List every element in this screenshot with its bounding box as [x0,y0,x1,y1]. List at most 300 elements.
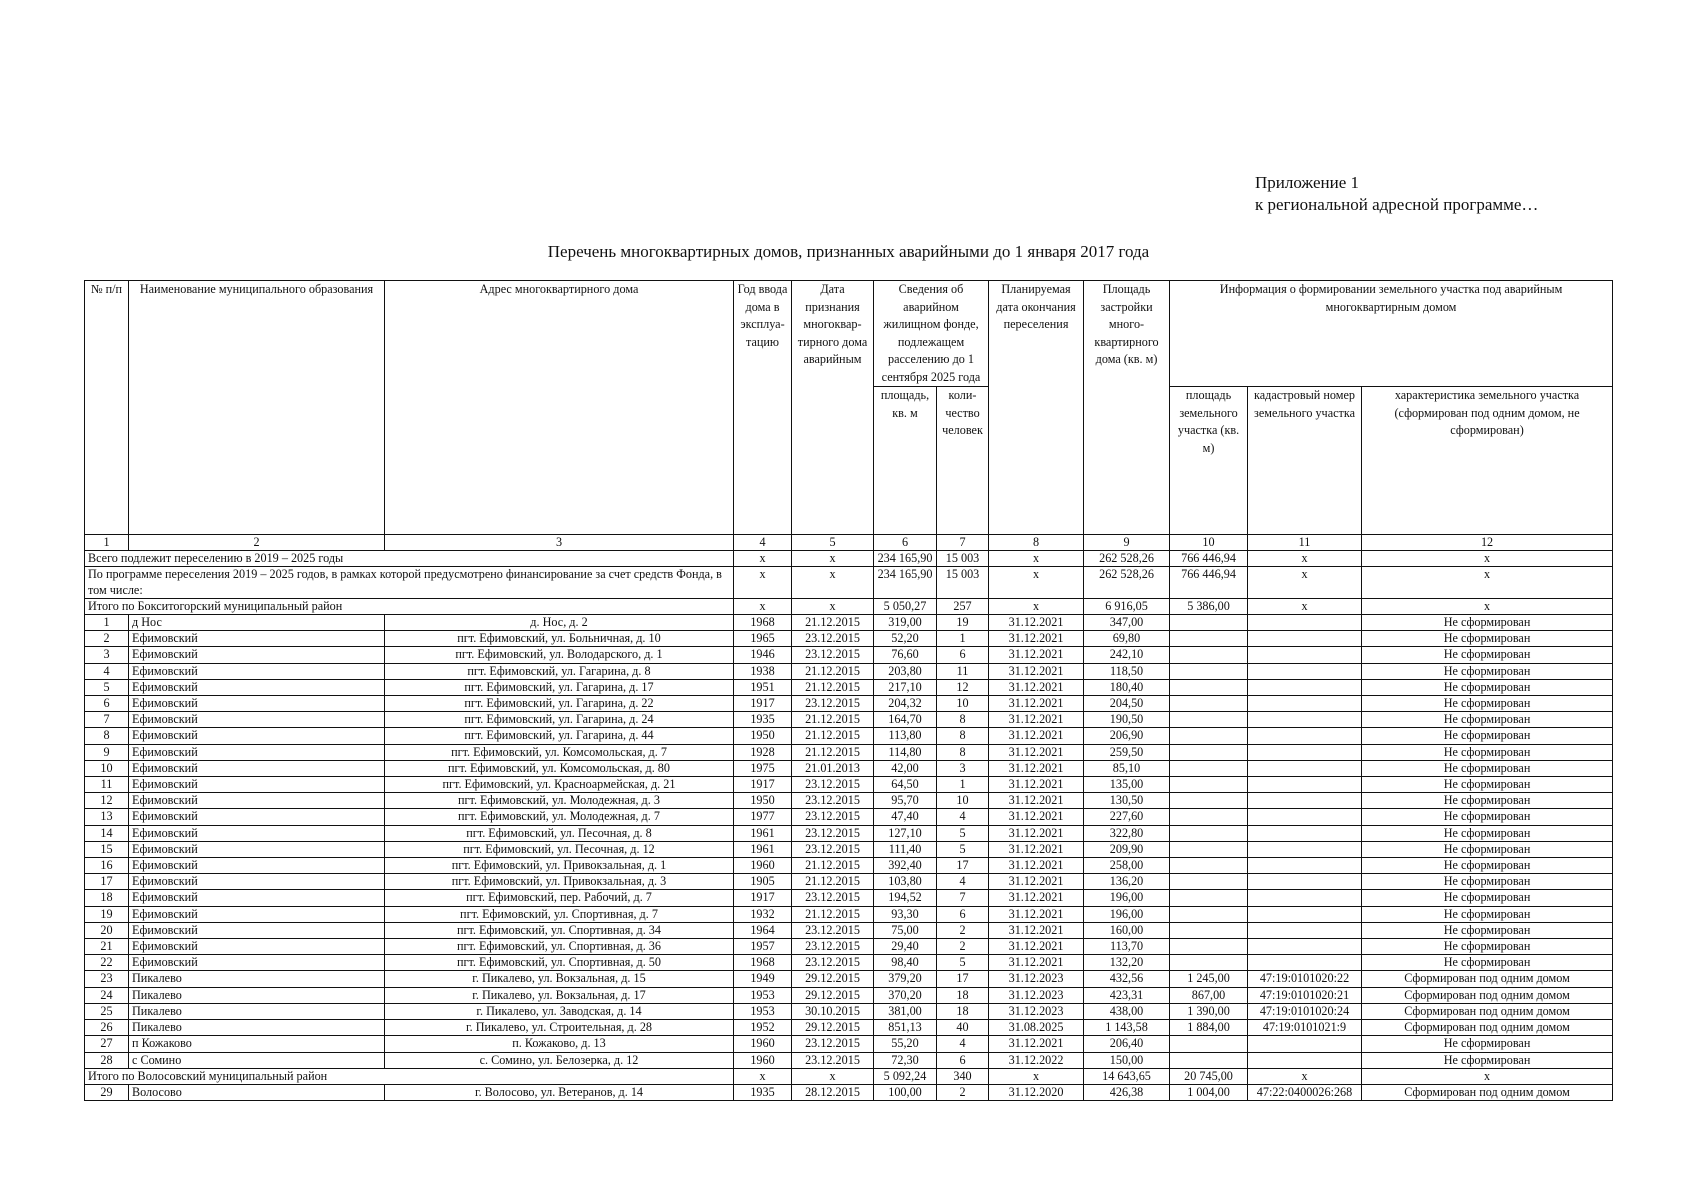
cell-land-area: 867,00 [1170,987,1248,1003]
col-num-4: 4 [734,535,792,551]
header-land-char: характеристика земельного участка (сформирован под одним домом, не сформирован) [1362,387,1613,535]
cell-year: 1953 [734,987,792,1003]
document-title: Перечень многоквартирных домов, признанных аварийными до 1 января 2017 года [547,242,1150,261]
cell-num: 27 [85,1036,129,1052]
cell-mo: Ефимовский [129,760,385,776]
cell-plan: 31.12.2021 [989,825,1084,841]
cell-date: 21.12.2015 [792,615,874,631]
cell-plan: 31.12.2021 [989,712,1084,728]
cell-plan: 31.12.2021 [989,841,1084,857]
district-total-row [85,598,1613,614]
cell-address: пгт. Ефимовский, ул. Молодежная, д. 7 [385,809,734,825]
cell-build-area: 196,00 [1084,906,1170,922]
col-num-7: 7 [937,535,989,551]
col-num-10: 10 [1170,535,1248,551]
cell-cadastral: 47:19:0101020:21 [1248,987,1362,1003]
district-total-land-area: 5 386,00 [1170,598,1248,614]
cell-build-area: 426,38 [1084,1084,1170,1100]
cell-year: 1977 [734,809,792,825]
cell-date: 21.12.2015 [792,679,874,695]
cell-land-char: Сформирован под одним домом [1362,971,1613,987]
cell-cadastral [1248,841,1362,857]
cell-plan: 31.12.2021 [989,777,1084,793]
program-row [85,567,1613,598]
table-row [85,971,1613,987]
cell-cadastral [1248,874,1362,890]
cell-num: 4 [85,663,129,679]
header-num: № п/п [85,281,129,535]
cell-people: 2 [937,1084,989,1100]
cell-build-area: 438,00 [1084,1003,1170,1019]
table-row [85,1036,1613,1052]
cell-build-area: 69,80 [1084,631,1170,647]
district-total-people: 340 [937,1068,989,1084]
appendix-line-2: к региональной адресной программе… [1255,195,1539,214]
district-total-area: 5 050,27 [874,598,937,614]
cell-land-char: Сформирован под одним домом [1362,987,1613,1003]
cell-address: пгт. Ефимовский, ул. Спортивная, д. 34 [385,922,734,938]
cell-mo: д Нос [129,615,385,631]
cell-date: 21.01.2013 [792,760,874,776]
cell-cadastral [1248,777,1362,793]
cell-mo: Волосово [129,1084,385,1100]
header-land-area: площадь земельного участка (кв. м) [1170,387,1248,535]
cell-mo: Ефимовский [129,922,385,938]
cell-date: 23.12.2015 [792,809,874,825]
cell-date: 23.12.2015 [792,1036,874,1052]
cell-land-area [1170,955,1248,971]
cell-mo: Ефимовский [129,858,385,874]
table-row [85,631,1613,647]
cell-address: пгт. Ефимовский, ул. Молодежная, д. 3 [385,793,734,809]
district-total-date: x [792,598,874,614]
header-fund-area: площадь, кв. м [874,387,937,535]
cell-land-char: Не сформирован [1362,728,1613,744]
cell-address: пгт. Ефимовский, ул. Спортивная, д. 7 [385,906,734,922]
cell-build-area: 1 143,58 [1084,1020,1170,1036]
table-row [85,793,1613,809]
cell-mo: Ефимовский [129,809,385,825]
table-row [85,728,1613,744]
cell-land-area [1170,841,1248,857]
cell-build-area: 160,00 [1084,922,1170,938]
cell-people: 8 [937,728,989,744]
cell-build-area: 322,80 [1084,825,1170,841]
cell-address: пгт. Ефимовский, ул. Комсомольская, д. 80 [385,760,734,776]
cell-date: 23.12.2015 [792,922,874,938]
cell-num: 14 [85,825,129,841]
cell-year: 1946 [734,647,792,663]
cell-num: 18 [85,890,129,906]
cell-land-char: Не сформирован [1362,760,1613,776]
cell-area: 93,30 [874,906,937,922]
cell-build-area: 190,50 [1084,712,1170,728]
cell-people: 12 [937,679,989,695]
cell-date: 23.12.2015 [792,1052,874,1068]
cell-cadastral [1248,663,1362,679]
table-row [85,955,1613,971]
cell-mo: Ефимовский [129,939,385,955]
cell-people: 4 [937,1036,989,1052]
cell-cadastral [1248,744,1362,760]
cell-address: г. Пикалево, ул. Заводская, д. 14 [385,1003,734,1019]
cell-area: 95,70 [874,793,937,809]
cell-area: 103,80 [874,874,937,890]
cell-address: пгт. Ефимовский, ул. Спортивная, д. 36 [385,939,734,955]
cell-land-char: Не сформирован [1362,696,1613,712]
cell-plan: 31.12.2021 [989,647,1084,663]
cell-land-area [1170,744,1248,760]
cell-mo: Ефимовский [129,631,385,647]
cell-mo: Ефимовский [129,777,385,793]
table-row [85,987,1613,1003]
cell-cadastral [1248,858,1362,874]
col-num-2: 2 [129,535,385,551]
cell-people: 6 [937,1052,989,1068]
cell-year: 1949 [734,971,792,987]
cell-plan: 31.12.2021 [989,744,1084,760]
cell-build-area: 204,50 [1084,696,1170,712]
cell-area: 113,80 [874,728,937,744]
cell-address: пгт. Ефимовский, ул. Гагарина, д. 8 [385,663,734,679]
cell-cadastral: 47:19:0101021:9 [1248,1020,1362,1036]
cell-people: 17 [937,858,989,874]
cell-land-char: Не сформирован [1362,793,1613,809]
district-total-row [85,1068,1613,1084]
cell-date: 29.12.2015 [792,1020,874,1036]
table-row [85,1052,1613,1068]
district-total-build: 14 643,65 [1084,1068,1170,1084]
cell-address: г. Пикалево, ул. Вокзальная, д. 15 [385,971,734,987]
cell-land-char: Не сформирован [1362,663,1613,679]
cell-area: 379,20 [874,971,937,987]
cell-people: 3 [937,760,989,776]
cell-people: 5 [937,955,989,971]
cell-year: 1965 [734,631,792,647]
cell-address: пгт. Ефимовский, пер. Рабочий, д. 7 [385,890,734,906]
total-build: 262 528,26 [1084,551,1170,567]
cell-mo: Пикалево [129,987,385,1003]
cell-land-char: Не сформирован [1362,631,1613,647]
cell-date: 21.12.2015 [792,874,874,890]
appendix-line-1: Приложение 1 [1255,173,1359,192]
cell-area: 72,30 [874,1052,937,1068]
cell-num: 3 [85,647,129,663]
cell-date: 23.12.2015 [792,696,874,712]
cell-people: 6 [937,647,989,663]
cell-address: г. Пикалево, ул. Строительная, д. 28 [385,1020,734,1036]
cell-date: 30.10.2015 [792,1003,874,1019]
cell-land-char: Не сформирован [1362,1036,1613,1052]
total-year: x [734,551,792,567]
cell-cadastral [1248,825,1362,841]
program-plan: x [989,567,1084,598]
cell-land-area: 1 390,00 [1170,1003,1248,1019]
cell-build-area: 206,40 [1084,1036,1170,1052]
cell-date: 23.12.2015 [792,955,874,971]
district-total-char: x [1362,1068,1613,1084]
cell-mo: с Сомино [129,1052,385,1068]
cell-cadastral [1248,922,1362,938]
total-row [85,551,1613,567]
cell-num: 12 [85,793,129,809]
cell-num: 16 [85,858,129,874]
cell-year: 1960 [734,1052,792,1068]
cell-num: 26 [85,1020,129,1036]
cell-num: 1 [85,615,129,631]
header-year: Год ввода дома в эксплуа-тацию [734,281,792,535]
col-num-1: 1 [85,535,129,551]
cell-plan: 31.12.2021 [989,760,1084,776]
col-num-5: 5 [792,535,874,551]
cell-area: 100,00 [874,1084,937,1100]
cell-land-area [1170,874,1248,890]
cell-num: 6 [85,696,129,712]
cell-year: 1938 [734,663,792,679]
district-total-cad: x [1248,1068,1362,1084]
cell-land-area [1170,647,1248,663]
cell-land-area [1170,631,1248,647]
cell-address: пгт. Ефимовский, ул. Привокзальная, д. 3 [385,874,734,890]
cell-people: 40 [937,1020,989,1036]
table-row [85,777,1613,793]
cell-build-area: 206,90 [1084,728,1170,744]
cell-land-area: 1 004,00 [1170,1084,1248,1100]
header-date: Дата признания многоквар-тирного дома аварийным [792,281,874,535]
cell-year: 1935 [734,712,792,728]
cell-mo: Ефимовский [129,728,385,744]
cell-date: 23.12.2015 [792,631,874,647]
cell-land-area [1170,679,1248,695]
program-people: 15 003 [937,567,989,598]
cell-land-char: Не сформирован [1362,679,1613,695]
cell-land-area [1170,906,1248,922]
table-row [85,696,1613,712]
cell-land-area [1170,922,1248,938]
table-row [85,760,1613,776]
table-row [85,858,1613,874]
cell-address: пгт. Ефимовский, ул. Привокзальная, д. 1 [385,858,734,874]
cell-mo: Ефимовский [129,825,385,841]
col-num-11: 11 [1248,535,1362,551]
cell-people: 17 [937,971,989,987]
cell-date: 21.12.2015 [792,858,874,874]
cell-plan: 31.12.2021 [989,663,1084,679]
cell-year: 1917 [734,890,792,906]
cell-plan: 31.12.2021 [989,939,1084,955]
cell-people: 5 [937,841,989,857]
cell-people: 10 [937,793,989,809]
cell-address: д. Нос, д. 2 [385,615,734,631]
cell-address: пгт. Ефимовский, ул. Песочная, д. 12 [385,841,734,857]
cell-year: 1957 [734,939,792,955]
cell-build-area: 423,31 [1084,987,1170,1003]
cell-date: 23.12.2015 [792,777,874,793]
cell-land-area [1170,663,1248,679]
col-num-8: 8 [989,535,1084,551]
cell-plan: 31.12.2021 [989,1036,1084,1052]
cell-mo: п Кожаково [129,1036,385,1052]
cell-people: 2 [937,939,989,955]
district-total-date: x [792,1068,874,1084]
program-year: x [734,567,792,598]
cell-build-area: 259,50 [1084,744,1170,760]
cell-address: пгт. Ефимовский, ул. Спортивная, д. 50 [385,955,734,971]
header-fund-people: коли-чество человек [937,387,989,535]
cell-people: 19 [937,615,989,631]
cell-people: 11 [937,663,989,679]
cell-num: 19 [85,906,129,922]
total-cad: x [1248,551,1362,567]
cell-mo: Ефимовский [129,955,385,971]
cell-land-area [1170,760,1248,776]
cell-people: 1 [937,631,989,647]
cell-land-char: Не сформирован [1362,890,1613,906]
cell-address: пгт. Ефимовский, ул. Красноармейская, д. 21 [385,777,734,793]
cell-date: 23.12.2015 [792,841,874,857]
cell-year: 1964 [734,922,792,938]
cell-year: 1952 [734,1020,792,1036]
cell-num: 20 [85,922,129,938]
cell-build-area: 347,00 [1084,615,1170,631]
cell-mo: Ефимовский [129,890,385,906]
cell-people: 8 [937,712,989,728]
cell-date: 23.12.2015 [792,939,874,955]
cell-plan: 31.12.2021 [989,615,1084,631]
district-total-cad: x [1248,598,1362,614]
cell-year: 1960 [734,858,792,874]
cell-land-char: Сформирован под одним домом [1362,1003,1613,1019]
cell-land-char: Сформирован под одним домом [1362,1020,1613,1036]
total-land-area: 766 446,94 [1170,551,1248,567]
table-row [85,744,1613,760]
district-total-plan: x [989,598,1084,614]
cell-cadastral [1248,1052,1362,1068]
cell-plan: 31.12.2021 [989,874,1084,890]
cell-land-char: Не сформирован [1362,744,1613,760]
total-label: Всего подлежит переселению в 2019 – 2025 годы [85,551,734,567]
cell-land-char: Не сформирован [1362,906,1613,922]
program-cad: x [1248,567,1362,598]
cell-num: 25 [85,1003,129,1019]
cell-land-area [1170,939,1248,955]
district-total-plan: x [989,1068,1084,1084]
cell-area: 381,00 [874,1003,937,1019]
cell-plan: 31.12.2020 [989,1084,1084,1100]
cell-cadastral: 47:19:0101020:24 [1248,1003,1362,1019]
col-num-12: 12 [1362,535,1613,551]
cell-address: пгт. Ефимовский, ул. Гагарина, д. 22 [385,696,734,712]
cell-mo: Ефимовский [129,874,385,890]
cell-land-area [1170,1052,1248,1068]
cell-land-area [1170,728,1248,744]
cell-year: 1932 [734,906,792,922]
cell-address: п. Кожаково, д. 13 [385,1036,734,1052]
cell-land-char: Не сформирован [1362,922,1613,938]
cell-area: 76,60 [874,647,937,663]
cell-people: 4 [937,874,989,890]
cell-address: пгт. Ефимовский, ул. Гагарина, д. 17 [385,679,734,695]
cell-area: 55,20 [874,1036,937,1052]
cell-date: 21.12.2015 [792,663,874,679]
cell-build-area: 135,00 [1084,777,1170,793]
district-total-label: Итого по Бокситогорский муниципальный район [85,598,734,614]
cell-date: 21.12.2015 [792,906,874,922]
cell-date: 23.12.2015 [792,647,874,663]
cell-build-area: 150,00 [1084,1052,1170,1068]
cell-area: 42,00 [874,760,937,776]
cell-people: 18 [937,1003,989,1019]
program-land-area: 766 446,94 [1170,567,1248,598]
cell-num: 28 [85,1052,129,1068]
cell-date: 21.12.2015 [792,728,874,744]
cell-build-area: 209,90 [1084,841,1170,857]
cell-area: 392,40 [874,858,937,874]
program-build: 262 528,26 [1084,567,1170,598]
program-char: x [1362,567,1613,598]
cell-land-area [1170,1036,1248,1052]
table-row [85,874,1613,890]
cell-land-char: Не сформирован [1362,647,1613,663]
cell-land-area [1170,809,1248,825]
cell-people: 5 [937,825,989,841]
cell-year: 1960 [734,1036,792,1052]
cell-area: 204,32 [874,696,937,712]
cell-cadastral [1248,890,1362,906]
cell-address: с. Сомино, ул. Белозерка, д. 12 [385,1052,734,1068]
cell-area: 127,10 [874,825,937,841]
cell-mo: Ефимовский [129,744,385,760]
col-num-6: 6 [874,535,937,551]
cell-year: 1935 [734,1084,792,1100]
cell-build-area: 432,56 [1084,971,1170,987]
cell-plan: 31.12.2021 [989,890,1084,906]
table-row [85,1084,1613,1100]
table-row [85,615,1613,631]
header-fund: Сведения об аварийном жилищном фонде, подлежащем расселению до 1 сентября 2025 года [874,281,989,387]
cell-area: 319,00 [874,615,937,631]
cell-year: 1950 [734,793,792,809]
cell-land-area [1170,615,1248,631]
cell-land-char: Сформирован под одним домом [1362,1084,1613,1100]
emergency-housing-table [84,280,1613,1101]
cell-mo: Ефимовский [129,841,385,857]
cell-build-area: 85,10 [1084,760,1170,776]
cell-address: пгт. Ефимовский, ул. Комсомольская, д. 7 [385,744,734,760]
cell-num: 10 [85,760,129,776]
cell-build-area: 258,00 [1084,858,1170,874]
cell-people: 18 [937,987,989,1003]
cell-num: 11 [85,777,129,793]
cell-build-area: 196,00 [1084,890,1170,906]
cell-year: 1917 [734,696,792,712]
program-area: 234 165,90 [874,567,937,598]
cell-land-area: 1 884,00 [1170,1020,1248,1036]
table-row [85,939,1613,955]
cell-plan: 31.12.2021 [989,858,1084,874]
cell-people: 4 [937,809,989,825]
cell-land-char: Не сформирован [1362,615,1613,631]
cell-address: пгт. Ефимовский, ул. Володарского, д. 1 [385,647,734,663]
cell-year: 1928 [734,744,792,760]
cell-year: 1905 [734,874,792,890]
cell-year: 1953 [734,1003,792,1019]
table-row [85,841,1613,857]
header-mo: Наименование муниципального образования [129,281,385,535]
table-row [85,647,1613,663]
cell-land-char: Не сформирован [1362,939,1613,955]
cell-mo: Пикалево [129,1020,385,1036]
